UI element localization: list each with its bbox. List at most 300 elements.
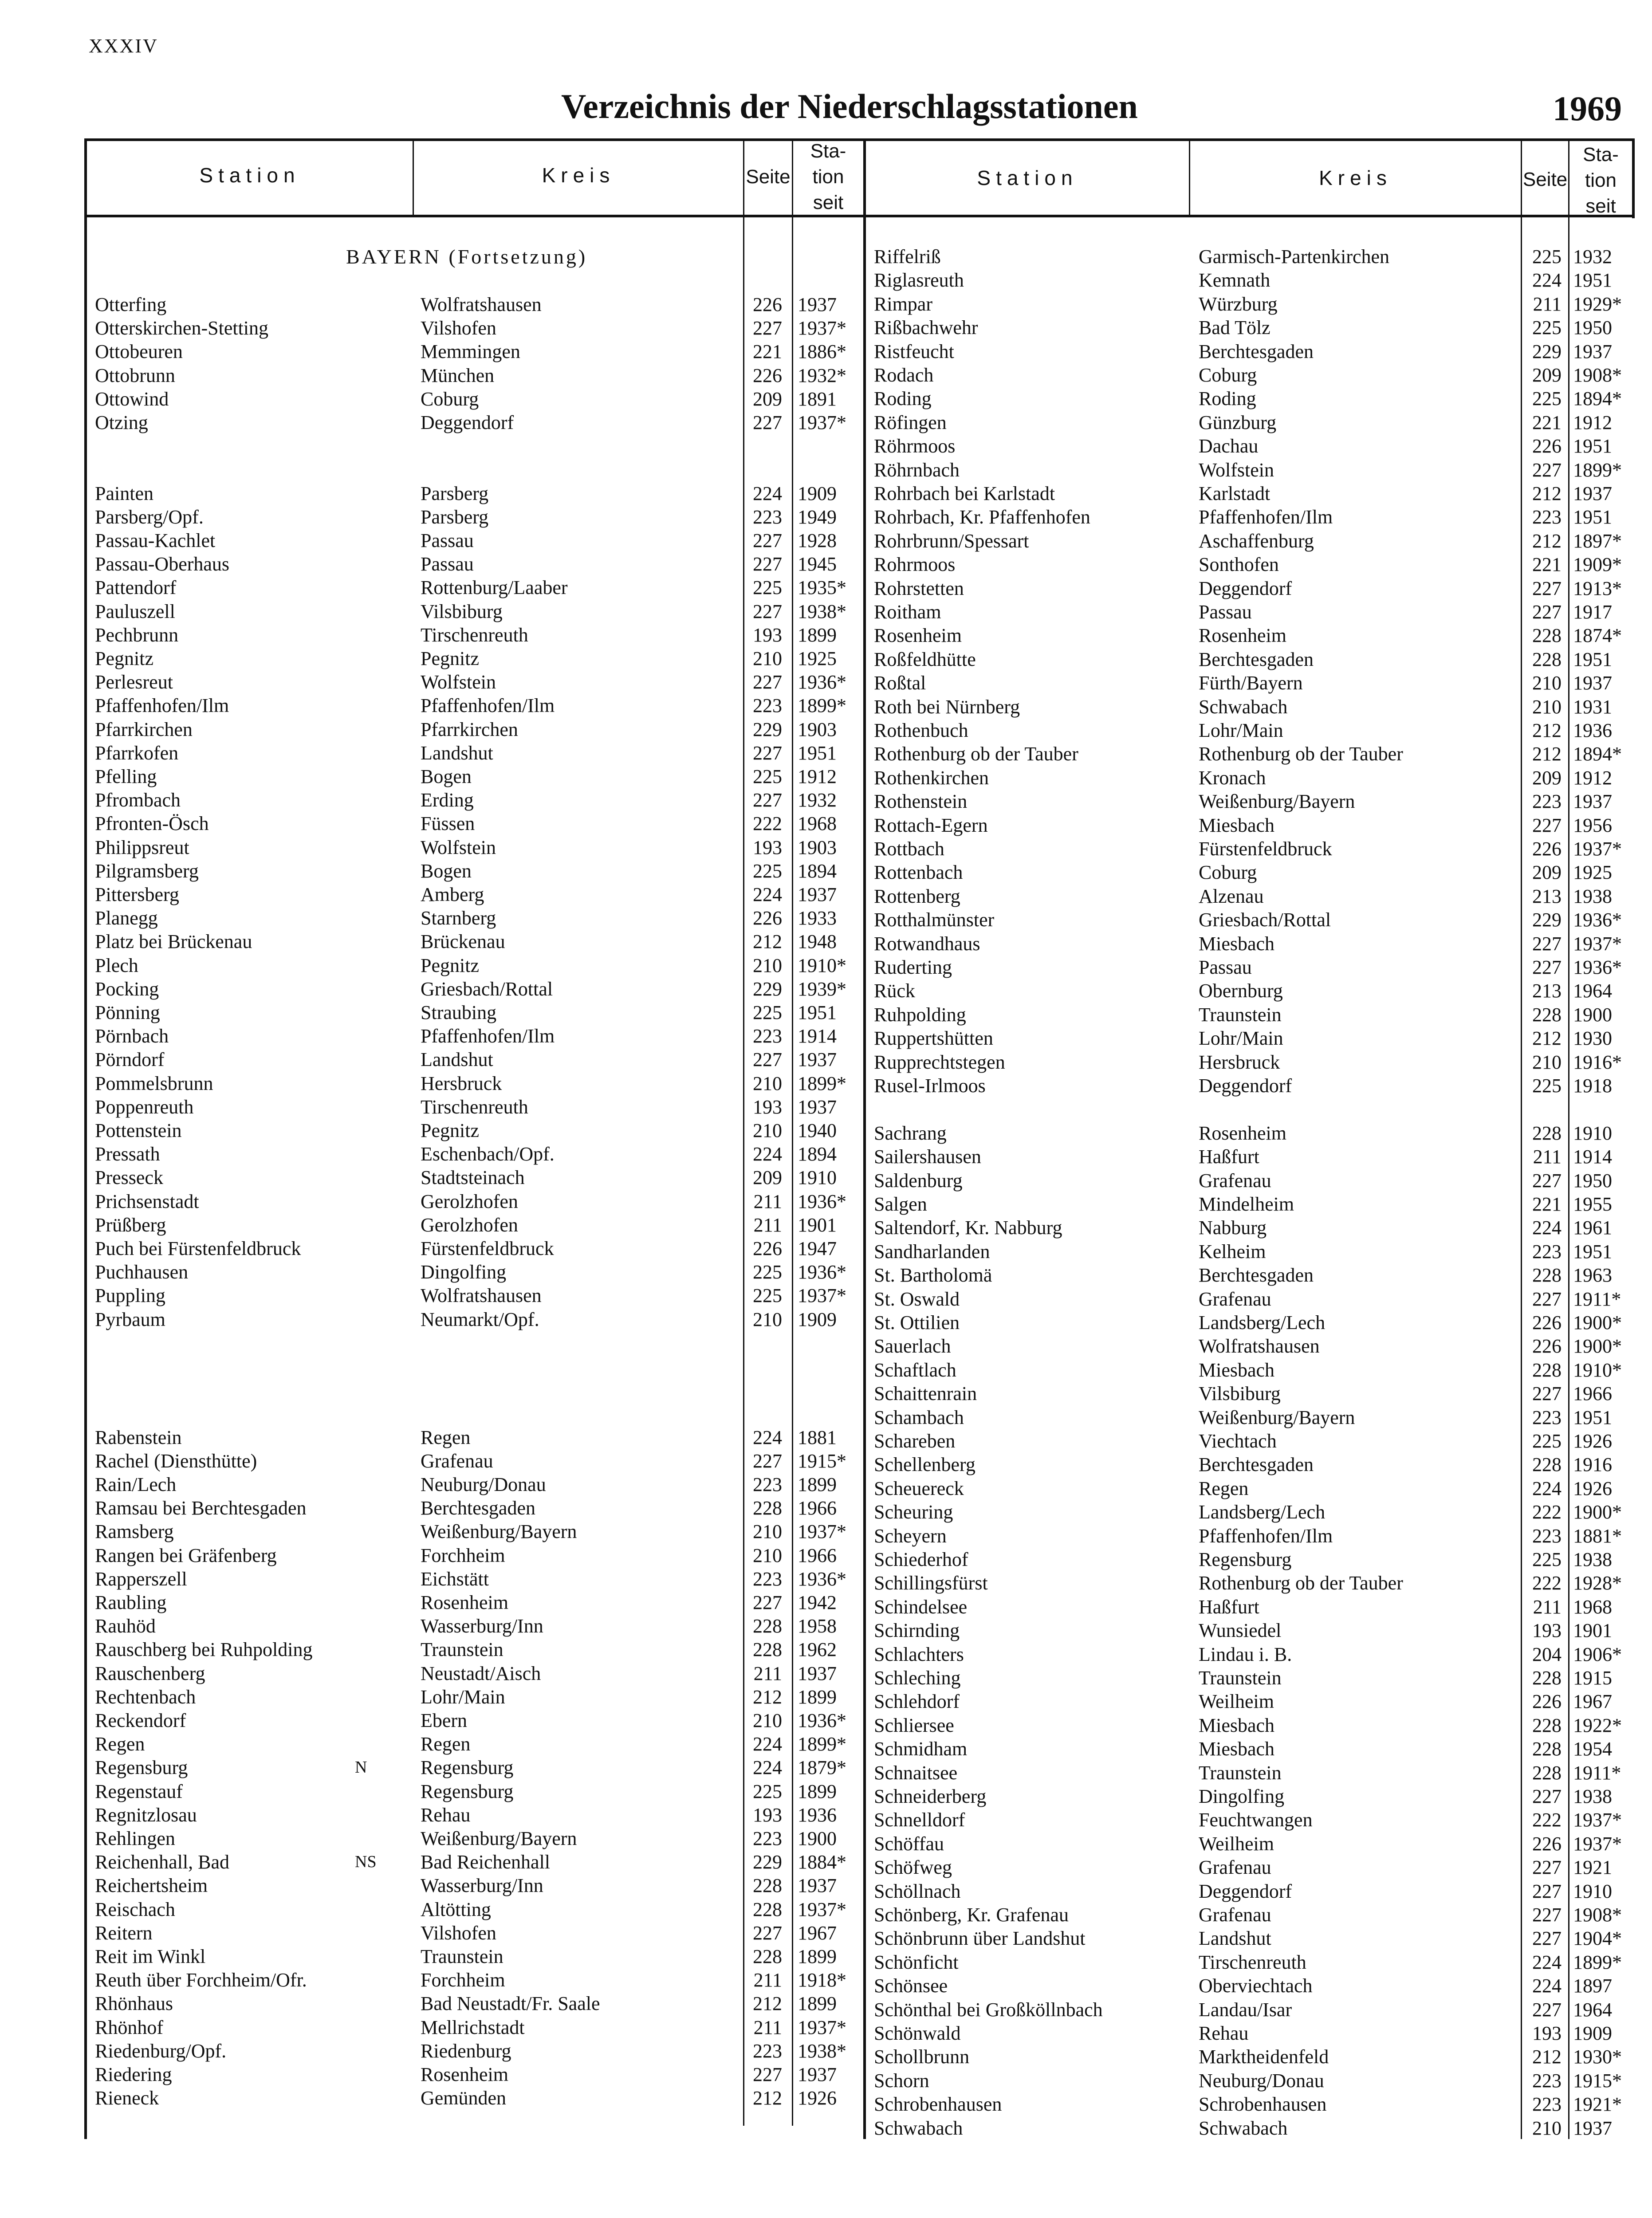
page-ref: 227 [1532, 1856, 1562, 1879]
station-since: 1968 [798, 813, 837, 835]
station-since: 1930 [1573, 1027, 1612, 1050]
page-ref: 227 [1532, 577, 1562, 599]
page-ref: 211 [753, 1969, 782, 1991]
station-since: 1937* [1573, 1833, 1622, 1855]
kreis-name: Rottenburg/Laaber [421, 577, 568, 599]
page-ref: 224 [753, 482, 782, 504]
station-since: 1951 [1573, 1406, 1612, 1428]
page-ref: 228 [1532, 1359, 1562, 1381]
page-ref: 212 [753, 2087, 782, 2109]
station-name: Pörnbach [95, 1025, 169, 1047]
page-ref: 227 [753, 530, 782, 551]
station-since: 1899* [1573, 1951, 1622, 1973]
kreis-name: Erding [421, 789, 474, 811]
kreis-name: Regen [421, 1426, 471, 1448]
station-since: 1915* [1573, 2069, 1622, 2092]
station-since: 1937 [798, 1049, 837, 1071]
station-name: Rechtenbach [95, 1686, 196, 1708]
kreis-name: Memmingen [421, 341, 520, 363]
kreis-name: Günzburg [1199, 411, 1277, 433]
station-name: Schönwald [874, 2022, 961, 2044]
station-name: Rhönhof [95, 2016, 163, 2038]
station-name: Pittersberg [95, 884, 179, 905]
station-since: 1899 [798, 1780, 837, 1802]
kreis-name: Haßfurt [1199, 1596, 1259, 1618]
station-name: Rißbachwehr [874, 317, 978, 339]
station-since: 1963 [1573, 1264, 1612, 1286]
station-since: 1938 [1573, 885, 1612, 907]
kreis-name: Hersbruck [1199, 1051, 1280, 1073]
station-since: 1936* [798, 1568, 846, 1590]
page-ref: 222 [1532, 1501, 1562, 1523]
page-ref: 212 [1532, 2046, 1562, 2068]
page-ref: 210 [1532, 672, 1562, 694]
page-ref: 209 [1532, 364, 1562, 386]
page-ref: 227 [1532, 459, 1562, 481]
station-since: 1937* [798, 412, 846, 433]
kreis-name: Lohr/Main [421, 1686, 505, 1708]
station-name: Schlehdorf [874, 1691, 960, 1713]
kreis-name: Grafenau [1199, 1856, 1271, 1879]
page-ref: 225 [1532, 388, 1562, 410]
page-ref: 228 [1532, 1762, 1562, 1784]
kreis-name: Berchtesgaden [1199, 1264, 1314, 1286]
kreis-name: Landshut [421, 742, 493, 764]
header-seite: Seite [1522, 169, 1568, 190]
station-since: 1964 [1573, 980, 1612, 1002]
kreis-name: Bad Reichenhall [421, 1851, 551, 1873]
kreis-name: Roding [1199, 388, 1256, 410]
station-name: Prüßberg [95, 1214, 166, 1236]
page-ref: 212 [1532, 743, 1562, 765]
kreis-name: Miesbach [1199, 1714, 1275, 1736]
station-name: Raubling [95, 1592, 167, 1613]
station-name: Rauhöd [95, 1615, 156, 1637]
kreis-name: Wolfstein [421, 836, 496, 858]
kreis-name: Regen [1199, 1477, 1249, 1499]
page-ref: 225 [753, 1002, 782, 1023]
station-name: Schiederhof [874, 1549, 968, 1570]
kreis-name: Neuburg/Donau [421, 1474, 546, 1495]
station-name: Reichertsheim [95, 1875, 208, 1897]
page-ref: 227 [1532, 1927, 1562, 1950]
station-name: Röfingen [874, 411, 947, 433]
page-ref: 193 [753, 836, 782, 858]
station-name: Schmidham [874, 1738, 968, 1760]
page-ref: 223 [1532, 1240, 1562, 1262]
station-since: 1881* [1573, 1525, 1622, 1547]
station-since: 1936* [798, 671, 846, 693]
kreis-name: Miesbach [1199, 932, 1275, 955]
station-name: Perlesreut [95, 671, 173, 693]
station-since: 1938 [1573, 1549, 1612, 1570]
station-since: 1937 [1573, 483, 1612, 504]
kreis-name: Pegnitz [421, 648, 479, 669]
kreis-name: Gemünden [421, 2087, 507, 2109]
station-name: Scheuring [874, 1501, 953, 1523]
header-station: Station [977, 166, 1078, 189]
page-ref: 222 [1532, 1572, 1562, 1594]
page-ref: 228 [1532, 1667, 1562, 1689]
page-ref: 224 [1532, 1975, 1562, 1997]
station-name: Rotwandhaus [874, 932, 980, 955]
header-seit-line: seit [813, 192, 844, 213]
page-ref: 211 [753, 1662, 782, 1684]
page-title: Verzeichnis der Niederschlagsstationen [561, 87, 1138, 126]
kreis-name: Miesbach [1199, 1359, 1275, 1381]
station-since: 1894 [798, 1143, 837, 1165]
station-since: 1897 [1573, 1975, 1612, 1997]
page-ref: 209 [1532, 861, 1562, 884]
page-ref: 193 [1532, 2022, 1562, 2044]
kreis-name: München [421, 364, 495, 386]
station-name: Saldenburg [874, 1169, 963, 1192]
station-since: 1958 [798, 1615, 837, 1637]
station-name: Schönsee [874, 1975, 948, 1997]
station-name: Pilgramsberg [95, 860, 199, 882]
page-ref: 227 [753, 600, 782, 622]
kreis-name: Dachau [1199, 435, 1259, 457]
page-ref: 211 [753, 1214, 782, 1236]
station-name: Pauluszell [95, 600, 175, 622]
station-since: 1900* [1573, 1501, 1622, 1523]
header-seit-line: tion [812, 166, 844, 188]
station-name: Schrobenhausen [874, 2093, 1002, 2116]
station-since: 1899 [798, 1946, 837, 1967]
station-since: 1899* [798, 1733, 846, 1755]
table-right-border [1632, 138, 1635, 218]
station-name: Pfaffenhofen/Ilm [95, 695, 229, 717]
kreis-name: Tirschenreuth [421, 624, 528, 646]
page-ref: 228 [753, 1875, 782, 1897]
kreis-name: Weißenburg/Bayern [421, 1828, 577, 1849]
station-name: Schollbrunn [874, 2046, 970, 2068]
station-name: Schorn [874, 2069, 929, 2092]
station-name: Pattendorf [95, 577, 177, 599]
station-name: Schönficht [874, 1951, 959, 1973]
station-name: Rottbach [874, 838, 944, 860]
station-name: Schönberg, Kr. Grafenau [874, 1904, 1069, 1926]
station-since: 1884* [798, 1851, 846, 1873]
header-kreis: Kreis [542, 164, 615, 187]
station-name: Puch bei Fürstenfeldbruck [95, 1238, 301, 1259]
page-ref: 210 [753, 1120, 782, 1141]
station-since: 1918* [798, 1969, 846, 1991]
station-since: 1936 [798, 1804, 837, 1826]
kreis-name: Bad Neustadt/Fr. Saale [421, 1993, 600, 2015]
kreis-name: Gerolzhofen [421, 1190, 518, 1212]
kreis-name: Wolfstein [421, 671, 496, 693]
station-name: St. Bartholomä [874, 1264, 992, 1286]
page-ref: 223 [1532, 790, 1562, 813]
station-name: Sauerlach [874, 1335, 951, 1357]
header-seit-line: tion [1585, 169, 1617, 191]
kreis-name: Altötting [421, 1898, 491, 1920]
kreis-name: Bogen [421, 860, 472, 882]
station-name: Schaftlach [874, 1359, 956, 1381]
page-ref: 225 [753, 860, 782, 882]
station-name: Pfarrkofen [95, 742, 179, 764]
station-since: 1936* [798, 1710, 846, 1731]
station-name: Reitern [95, 1922, 153, 1944]
station-name: Puchhausen [95, 1261, 189, 1283]
station-name: Rottenberg [874, 885, 960, 907]
station-since: 1966 [798, 1497, 837, 1519]
kreis-name: Amberg [421, 884, 484, 905]
kreis-name: Mellrichstadt [421, 2016, 525, 2038]
page-ref: 225 [753, 1285, 782, 1307]
station-since: 1951 [798, 1002, 837, 1023]
station-name: Rotthalmünster [874, 909, 995, 931]
station-name: Pfarrkirchen [95, 718, 193, 740]
page-ref: 227 [753, 742, 782, 764]
page-ref: 227 [1532, 1169, 1562, 1192]
kreis-name: Coburg [421, 388, 479, 410]
station-since: 1916* [1573, 1051, 1622, 1073]
station-name: Schöffau [874, 1833, 944, 1855]
station-name: Roth bei Nürnberg [874, 696, 1020, 718]
kreis-name: Kronach [1199, 767, 1266, 789]
station-name: Schönthal bei Großköllnbach [874, 1998, 1103, 2021]
station-since: 1914 [798, 1025, 837, 1047]
page-ref: 228 [753, 1639, 782, 1661]
station-since: 1937 [1573, 340, 1612, 362]
station-since: 1948 [798, 931, 837, 953]
page-ref: 227 [1532, 814, 1562, 836]
kreis-name: Pegnitz [421, 1120, 479, 1141]
kreis-name: Starnberg [421, 907, 496, 929]
page-ref: 223 [1532, 1406, 1562, 1428]
station-since: 1961 [1573, 1217, 1612, 1239]
station-name: Schaittenrain [874, 1383, 977, 1405]
station-name: Rusel-Irlmoos [874, 1075, 986, 1097]
page-ref: 225 [1532, 317, 1562, 339]
station-name: Reuth über Forchheim/Ofr. [95, 1969, 307, 1991]
station-since: 1903 [798, 718, 837, 740]
page-ref: 229 [753, 1851, 782, 1873]
kreis-name: Rosenheim [1199, 625, 1286, 647]
station-name: Rupprechtstegen [874, 1051, 1005, 1073]
page-ref: 211 [753, 2016, 782, 2038]
kreis-name: Neustadt/Aisch [421, 1662, 541, 1684]
station-since: 1899* [798, 695, 846, 717]
kreis-name: Feuchtwangen [1199, 1809, 1313, 1831]
kreis-name: Tirschenreuth [1199, 1951, 1306, 1973]
station-name: Ottobeuren [95, 341, 183, 363]
station-since: 1933 [798, 907, 837, 929]
header-seite: Seite [746, 166, 791, 188]
kreis-name: Alzenau [1199, 885, 1264, 907]
kreis-name: Pfaffenhofen/Ilm [421, 1025, 555, 1047]
station-since: 1913* [1573, 577, 1622, 599]
kreis-name: Weilheim [1199, 1833, 1274, 1855]
kreis-name: Traunstein [1199, 1667, 1282, 1689]
station-name: Rhönhaus [95, 1993, 173, 2015]
station-since: 1916 [1573, 1454, 1612, 1476]
kreis-name: Griesbach/Rottal [421, 978, 553, 1000]
page-ref: 227 [753, 1450, 782, 1472]
station-since: 1910 [1573, 1122, 1612, 1144]
station-name: Röhrnbach [874, 459, 960, 481]
station-name: Rieneck [95, 2087, 159, 2109]
station-since: 1937 [1573, 2117, 1612, 2139]
station-since: 1910 [1573, 1880, 1612, 1902]
station-name: Ruderting [874, 956, 952, 978]
station-name: Salgen [874, 1193, 927, 1215]
kreis-name: Dingolfing [421, 1261, 507, 1283]
page-ref: 212 [1532, 1027, 1562, 1050]
kreis-name: Grafenau [1199, 1904, 1271, 1926]
page-ref: 223 [753, 695, 782, 717]
page-ref: 224 [1532, 1477, 1562, 1499]
station-since: 1951 [1573, 648, 1612, 670]
station-name: Ristfeucht [874, 340, 954, 362]
station-since: 1899 [798, 1993, 837, 2015]
station-since: 1908* [1573, 1904, 1622, 1926]
kreis-name: Berchtesgaden [1199, 1454, 1314, 1476]
kreis-name: Landsberg/Lech [1199, 1312, 1326, 1333]
station-name: Rosenheim [874, 625, 962, 647]
station-name: Pechbrunn [95, 624, 179, 646]
page-ref: 225 [1532, 246, 1562, 267]
station-name: Rottenbach [874, 861, 963, 884]
station-name: Roding [874, 388, 932, 410]
station-since: 1917 [1573, 601, 1612, 623]
page-ref: 224 [753, 1143, 782, 1165]
station-since: 1909 [798, 482, 837, 504]
station-since: 1937 [798, 2064, 837, 2085]
kreis-name: Traunstein [1199, 1003, 1282, 1026]
station-since: 1937 [798, 884, 837, 905]
station-name: Rauschberg bei Ruhpolding [95, 1639, 313, 1661]
kreis-name: Wasserburg/Inn [421, 1615, 543, 1637]
kreis-name: Wolfratshausen [421, 294, 542, 315]
station-since: 1911* [1573, 1762, 1621, 1784]
station-name: Riffelriß [874, 246, 941, 267]
kreis-name: Rothenburg ob der Tauber [1199, 1572, 1403, 1594]
station-since: 1922* [1573, 1714, 1622, 1736]
page-ref: 226 [1532, 1833, 1562, 1855]
page-ref: 224 [753, 1733, 782, 1755]
station-name: Planegg [95, 907, 158, 929]
station-since: 1938 [1573, 1785, 1612, 1807]
kreis-name: Haßfurt [1199, 1146, 1259, 1168]
page-ref: 209 [1532, 767, 1562, 789]
kreis-name: Schwabach [1199, 2117, 1288, 2139]
kreis-name: Passau [1199, 601, 1252, 623]
col-rule [792, 138, 793, 2126]
station-since: 1937* [798, 2016, 846, 2038]
station-name: Rodach [874, 364, 934, 386]
kreis-name: Karlstadt [1199, 483, 1270, 504]
page-ref: 211 [1533, 1596, 1562, 1618]
station-name: Rothenkirchen [874, 767, 989, 789]
station-since: 1894* [1573, 743, 1622, 765]
station-name: Otzing [95, 412, 148, 433]
station-name: Otterfing [95, 294, 167, 315]
station-since: 1926 [1573, 1430, 1612, 1452]
station-name: Schambach [874, 1406, 964, 1428]
station-name: St. Ottilien [874, 1312, 960, 1333]
station-since: 1950 [1573, 317, 1612, 339]
page-ref: 228 [1532, 648, 1562, 670]
kreis-name: Fürstenfeldbruck [421, 1238, 554, 1259]
kreis-name: Vilsbiburg [421, 600, 503, 622]
station-name: Reichenhall, Bad [95, 1851, 230, 1873]
station-since: 1910 [798, 1167, 837, 1189]
kreis-name: Griesbach/Rottal [1199, 909, 1331, 931]
station-since: 1951 [1573, 269, 1612, 291]
kreis-name: Stadtsteinach [421, 1167, 525, 1189]
page-ref: 222 [753, 813, 782, 835]
station-name: Rothenstein [874, 790, 968, 813]
station-name: Schönbrunn über Landshut [874, 1927, 1086, 1950]
station-since: 1966 [1573, 1383, 1612, 1405]
kreis-name: Gerolzhofen [421, 1214, 518, 1236]
kreis-name: Coburg [1199, 364, 1257, 386]
station-since: 1939* [798, 978, 846, 1000]
page-ref: 225 [753, 1261, 782, 1283]
station-since: 1901 [798, 1214, 837, 1236]
station-name: Ramsau bei Berchtesgaden [95, 1497, 307, 1519]
page-ref: 209 [753, 388, 782, 410]
station-since: 1909 [1573, 2022, 1612, 2044]
station-name: Schleching [874, 1667, 961, 1689]
station-name: Scheyern [874, 1525, 947, 1547]
station-name: Pressath [95, 1143, 160, 1165]
station-since: 1910* [1573, 1359, 1622, 1381]
station-name: Poppenreuth [95, 1096, 194, 1118]
page-ref: 223 [753, 1828, 782, 1849]
station-name: Schöfweg [874, 1856, 952, 1879]
station-name: Schliersee [874, 1714, 954, 1736]
kreis-name: Neumarkt/Opf. [421, 1308, 539, 1330]
station-name: St. Oswald [874, 1288, 960, 1310]
station-name: Schlachters [874, 1643, 964, 1665]
page-ref: 228 [1532, 1264, 1562, 1286]
station-name: Riedering [95, 2064, 172, 2085]
station-since: 1903 [798, 836, 837, 858]
page-ref: 193 [753, 1096, 782, 1118]
kreis-name: Rosenheim [1199, 1122, 1286, 1144]
station-since: 1955 [1573, 1193, 1612, 1215]
page-ref: 227 [1532, 1383, 1562, 1405]
kreis-name: Landshut [1199, 1927, 1271, 1950]
station-since: 1906* [1573, 1643, 1622, 1665]
page-ref: 228 [1532, 1714, 1562, 1736]
station-name: Roitham [874, 601, 941, 623]
station-name: Roßfeldhütte [874, 648, 976, 670]
kreis-name: Traunstein [421, 1946, 503, 1967]
station-name: Schirnding [874, 1620, 960, 1642]
kreis-name: Schrobenhausen [1199, 2093, 1327, 2116]
station-since: 1949 [798, 506, 837, 528]
page-ref: 224 [753, 1426, 782, 1448]
page-ref: 227 [1532, 1880, 1562, 1902]
station-since: 1915 [1573, 1667, 1612, 1689]
kreis-name: Berchtesgaden [1199, 648, 1314, 670]
station-name: Pyrbaum [95, 1308, 165, 1330]
station-name: Pfrombach [95, 789, 181, 811]
page-ref: 221 [1532, 1193, 1562, 1215]
page-ref: 212 [753, 1686, 782, 1708]
kreis-name: Oberviechtach [1199, 1975, 1313, 1997]
station-since: 1937* [798, 317, 846, 339]
kreis-name: Garmisch-Partenkirchen [1199, 246, 1390, 267]
station-since: 1900* [1573, 1312, 1622, 1333]
kreis-name: Rehau [1199, 2022, 1249, 2044]
page-ref: 226 [753, 1238, 782, 1259]
